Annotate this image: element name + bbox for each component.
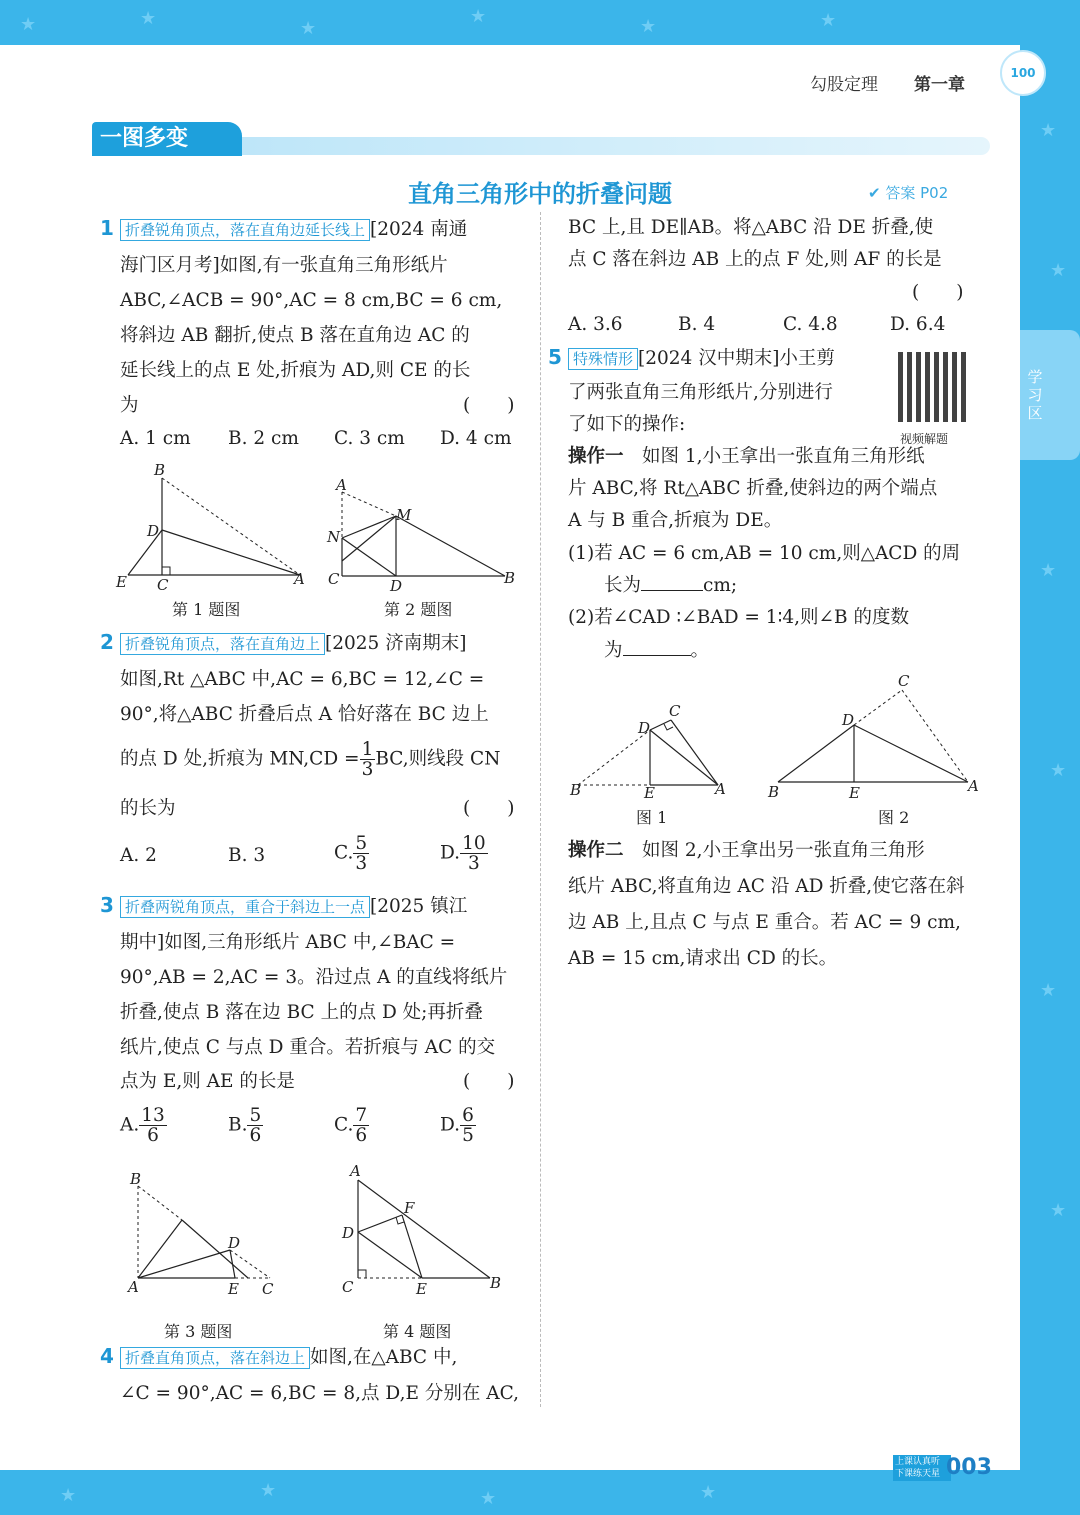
fraction-one-third: $\frac{1}{3}$ xyxy=(361,739,374,780)
label-e: E xyxy=(228,1280,239,1298)
answer-bracket[interactable]: ( ) xyxy=(463,1071,515,1092)
line-ba xyxy=(162,478,300,575)
label-b: B xyxy=(490,1274,502,1292)
question-number: 2 xyxy=(100,630,114,654)
chapter-title: 第一章 xyxy=(914,75,965,95)
question-line: (2)若∠CAD ∶∠BAD = 1∶4,则∠B 的度数 xyxy=(568,607,910,628)
question-line: 的长为 xyxy=(120,798,176,819)
question-line: ∠C = 90°,AC = 6,BC = 8,点 D,E 分别在 AC, xyxy=(120,1383,519,1404)
side-tab-label: 学习区 xyxy=(1027,368,1043,422)
question-line: 特殊情形 [2024 汉中期末]小王剪 xyxy=(568,341,835,376)
line-nm xyxy=(342,516,396,538)
question-line: A 与 B 重合,折痕为 DE。 xyxy=(568,510,783,531)
question-line: 如图,Rt △ABC 中,AC = 6,BC = 12,∠C = xyxy=(120,669,485,690)
option-c[interactable]: C. $\frac{5}{3}$ xyxy=(334,833,368,874)
question-line: 片 ABC,将 Rt△ABC 折叠,使斜边的两个端点 xyxy=(568,478,938,499)
question-line: 海门区月考]如图,有一张直角三角形纸片 xyxy=(120,255,448,276)
label-m: M xyxy=(396,506,412,524)
label-f: F xyxy=(404,1199,415,1217)
question-tag: 折叠锐角顶点，落在直角边上 xyxy=(120,633,325,655)
question-line: 点 C 落在斜边 AB 上的点 F 处,则 AF 的长是 xyxy=(568,249,942,270)
label-e: E xyxy=(116,573,127,591)
option-b[interactable]: B. $\frac{5}{6}$ xyxy=(228,1105,262,1146)
operation-label: 操作一 xyxy=(568,446,624,467)
column-divider xyxy=(540,212,541,1407)
question-line: 90°,AB = 2,AC = 3。沿过点 A 的直线将纸片 xyxy=(120,967,508,988)
label-d: D xyxy=(842,711,855,729)
answer-bracket[interactable]: ( ) xyxy=(912,282,964,303)
label-a: A xyxy=(336,476,347,494)
option-d[interactable]: D. $\frac{10}{3}$ xyxy=(440,833,486,874)
label-a: A xyxy=(968,777,979,795)
answer-blank[interactable] xyxy=(623,655,691,656)
label-e: E xyxy=(849,784,860,802)
figure-caption: 图 1 xyxy=(636,808,668,827)
label-b: B xyxy=(154,461,166,479)
label-c: C xyxy=(328,570,340,588)
answer-bracket[interactable]: ( ) xyxy=(463,798,515,819)
question-line: 折叠锐角顶点，落在直角边上 [2025 济南期末] xyxy=(120,626,466,661)
question-line: 折叠直角顶点，落在斜边上 如图,在△ABC 中, xyxy=(120,1340,457,1375)
line-da xyxy=(854,725,968,782)
option-b[interactable]: B. 3 xyxy=(228,845,266,866)
line-de xyxy=(230,1250,235,1278)
label-e: E xyxy=(416,1280,427,1298)
right-angle-mark xyxy=(664,724,673,730)
question-number: 3 xyxy=(100,893,114,917)
question-line: 了如下的操作: xyxy=(568,414,686,435)
question-tag: 折叠两锐角顶点，重合于斜边上一点 xyxy=(120,896,370,918)
option-c[interactable]: C. $\frac{7}{6}$ xyxy=(334,1105,368,1146)
question-line: 期中]如图,三角形纸片 ABC 中,∠BAC = xyxy=(120,932,456,953)
option-c[interactable]: C. 3 cm xyxy=(334,428,405,449)
question-line: 纸片,使点 C 与点 D 重合。若折痕与 AC 的交 xyxy=(120,1037,496,1058)
line-bd xyxy=(578,730,650,785)
line-df xyxy=(358,1215,402,1232)
section-title: 勾股定理 xyxy=(810,75,878,95)
question-tag: 特殊情形 xyxy=(568,348,638,370)
option-a[interactable]: A. 2 xyxy=(120,845,157,866)
label-n: N xyxy=(327,528,341,546)
question-tag: 折叠直角顶点，落在斜边上 xyxy=(120,1347,310,1369)
question-line: 折叠锐角顶点，落在直角边延长线上 [2024 南通 xyxy=(120,212,467,247)
line-dc xyxy=(650,720,671,730)
question-line: ABC,∠ACB = 90°,AC = 8 cm,BC = 6 cm, xyxy=(120,290,503,311)
question-line: 90°,将△ABC 折叠后点 A 恰好落在 BC 边上 xyxy=(120,704,489,725)
label-d: D xyxy=(342,1224,355,1242)
option-a[interactable]: A. 3.6 xyxy=(568,314,623,335)
line-ab xyxy=(358,1180,490,1278)
label-a: A xyxy=(350,1162,361,1180)
option-a[interactable]: A. 1 cm xyxy=(120,428,191,449)
qr-code[interactable] xyxy=(898,352,968,422)
line-cm xyxy=(342,516,396,561)
label-d: D xyxy=(147,522,160,540)
right-angle-mark xyxy=(358,1270,366,1278)
mascot-logo: 100 xyxy=(1000,50,1046,96)
answer-bracket[interactable]: ( ) xyxy=(463,395,515,416)
label-a: A xyxy=(128,1278,139,1296)
line-bd xyxy=(778,725,854,782)
question-line: 边 AB 上,且点 C 与点 E 重合。若 AC = 9 cm, xyxy=(568,912,961,933)
question-line: 延长线上的点 E 处,折痕为 AD,则 CE 的长 xyxy=(120,360,471,381)
label-b: B xyxy=(768,783,780,801)
option-b[interactable]: B. 2 cm xyxy=(228,428,299,449)
question-line: 操作二 如图 2,小王拿出另一张直角三角形 xyxy=(568,840,925,861)
answer-blank[interactable] xyxy=(641,590,703,591)
figure-caption: 图 2 xyxy=(878,808,910,827)
page-title: 直角三角形中的折叠问题 xyxy=(408,180,672,208)
label-b: B xyxy=(570,781,582,799)
label-c: C xyxy=(898,672,910,690)
question-number: 4 xyxy=(100,1344,114,1368)
figure-q1 xyxy=(110,460,320,595)
label-c: C xyxy=(342,1278,354,1296)
line-b-upper xyxy=(138,1186,182,1220)
label-c: C xyxy=(669,702,681,720)
line-a-fold xyxy=(138,1220,182,1278)
question-line: 折叠两锐角顶点，重合于斜边上一点 [2025 镇江 xyxy=(120,889,467,924)
line-nd xyxy=(342,538,396,576)
option-a[interactable]: A. $\frac{13}{6}$ xyxy=(120,1105,165,1146)
figure-q5-1 xyxy=(566,700,736,805)
right-angle-mark xyxy=(162,567,170,575)
label-b: B xyxy=(130,1170,142,1188)
question-line: BC 上,且 DE∥AB。将△ABC 沿 DE 折叠,使 xyxy=(568,217,934,238)
label-b: B xyxy=(504,569,516,587)
question-line: 的点 D 处,折痕为 MN,CD = $\frac{1}{3}BC$,则线段 CN xyxy=(120,739,501,780)
question-tag: 折叠锐角顶点，落在直角边延长线上 xyxy=(120,219,370,241)
option-c[interactable]: C. 4.8 xyxy=(783,314,838,335)
label-e: E xyxy=(644,784,655,802)
label-d: D xyxy=(228,1234,241,1252)
label-a: A xyxy=(294,570,305,588)
question-line: 操作一 如图 1,小王拿出一张直角三角形纸 xyxy=(568,446,925,467)
figure-caption: 第 1 题图 xyxy=(172,600,241,619)
label-c: C xyxy=(157,576,169,594)
option-d[interactable]: D. $\frac{6}{5}$ xyxy=(440,1105,474,1146)
question-line: 为 。 xyxy=(604,640,710,661)
line-ad xyxy=(138,1250,230,1278)
question-line: 点为 E,则 AE 的长是 xyxy=(120,1071,295,1092)
line-de xyxy=(358,1232,422,1278)
line-ca xyxy=(902,690,968,782)
figure-q3 xyxy=(120,1168,290,1303)
label-d: D xyxy=(638,719,651,737)
line-fe xyxy=(402,1215,422,1278)
label-d: D xyxy=(390,577,403,595)
figure-q2 xyxy=(320,478,520,596)
option-d[interactable]: D. 6.4 xyxy=(890,314,946,335)
question-number: 1 xyxy=(100,216,114,240)
question-line: 了两张直角三角形纸片,分别进行 xyxy=(568,382,833,403)
option-d[interactable]: D. 4 cm xyxy=(440,428,512,449)
figure-caption: 第 4 题图 xyxy=(383,1322,452,1341)
question-line: (1)若 AC = 6 cm,AB = 10 cm,则△ACD 的周 xyxy=(568,543,961,564)
check-icon: ✔ xyxy=(868,184,886,202)
question-line: 为 xyxy=(120,395,139,416)
question-line: 将斜边 AB 翻折,使点 B 落在直角边 AC 的 xyxy=(120,325,470,346)
footer-slogan: 上课认真听 下课练天星 xyxy=(893,1455,951,1481)
figure-caption: 第 2 题图 xyxy=(384,600,453,619)
question-line: AB = 15 cm,请求出 CD 的长。 xyxy=(568,948,838,969)
figure-q5-2 xyxy=(764,670,984,805)
banner-tag: 一图多变 xyxy=(92,122,242,156)
label-a: A xyxy=(715,780,726,798)
page-number: 003 xyxy=(946,1455,992,1480)
line-da xyxy=(162,530,300,575)
option-b[interactable]: B. 4 xyxy=(678,314,716,335)
figure-caption: 第 3 题图 xyxy=(164,1322,233,1341)
answer-reference[interactable]: ✔ 答案 P02 xyxy=(868,184,949,202)
line-dc xyxy=(230,1250,270,1278)
question-line: 纸片 ABC,将直角边 AC 沿 AD 折叠,使它落在斜 xyxy=(568,876,965,897)
qr-caption: 视频解题 xyxy=(900,432,949,446)
question-line: 折叠,使点 B 落在边 BC 上的点 D 处;再折叠 xyxy=(120,1002,483,1023)
line-mb xyxy=(396,516,505,576)
operation-label: 操作二 xyxy=(568,840,624,861)
line-dc xyxy=(854,690,902,725)
figure-q4 xyxy=(330,1160,510,1300)
line-am xyxy=(342,492,396,516)
question-line: 长为 cm; xyxy=(604,575,738,596)
label-c: C xyxy=(262,1280,274,1298)
question-number: 5 xyxy=(548,345,562,369)
